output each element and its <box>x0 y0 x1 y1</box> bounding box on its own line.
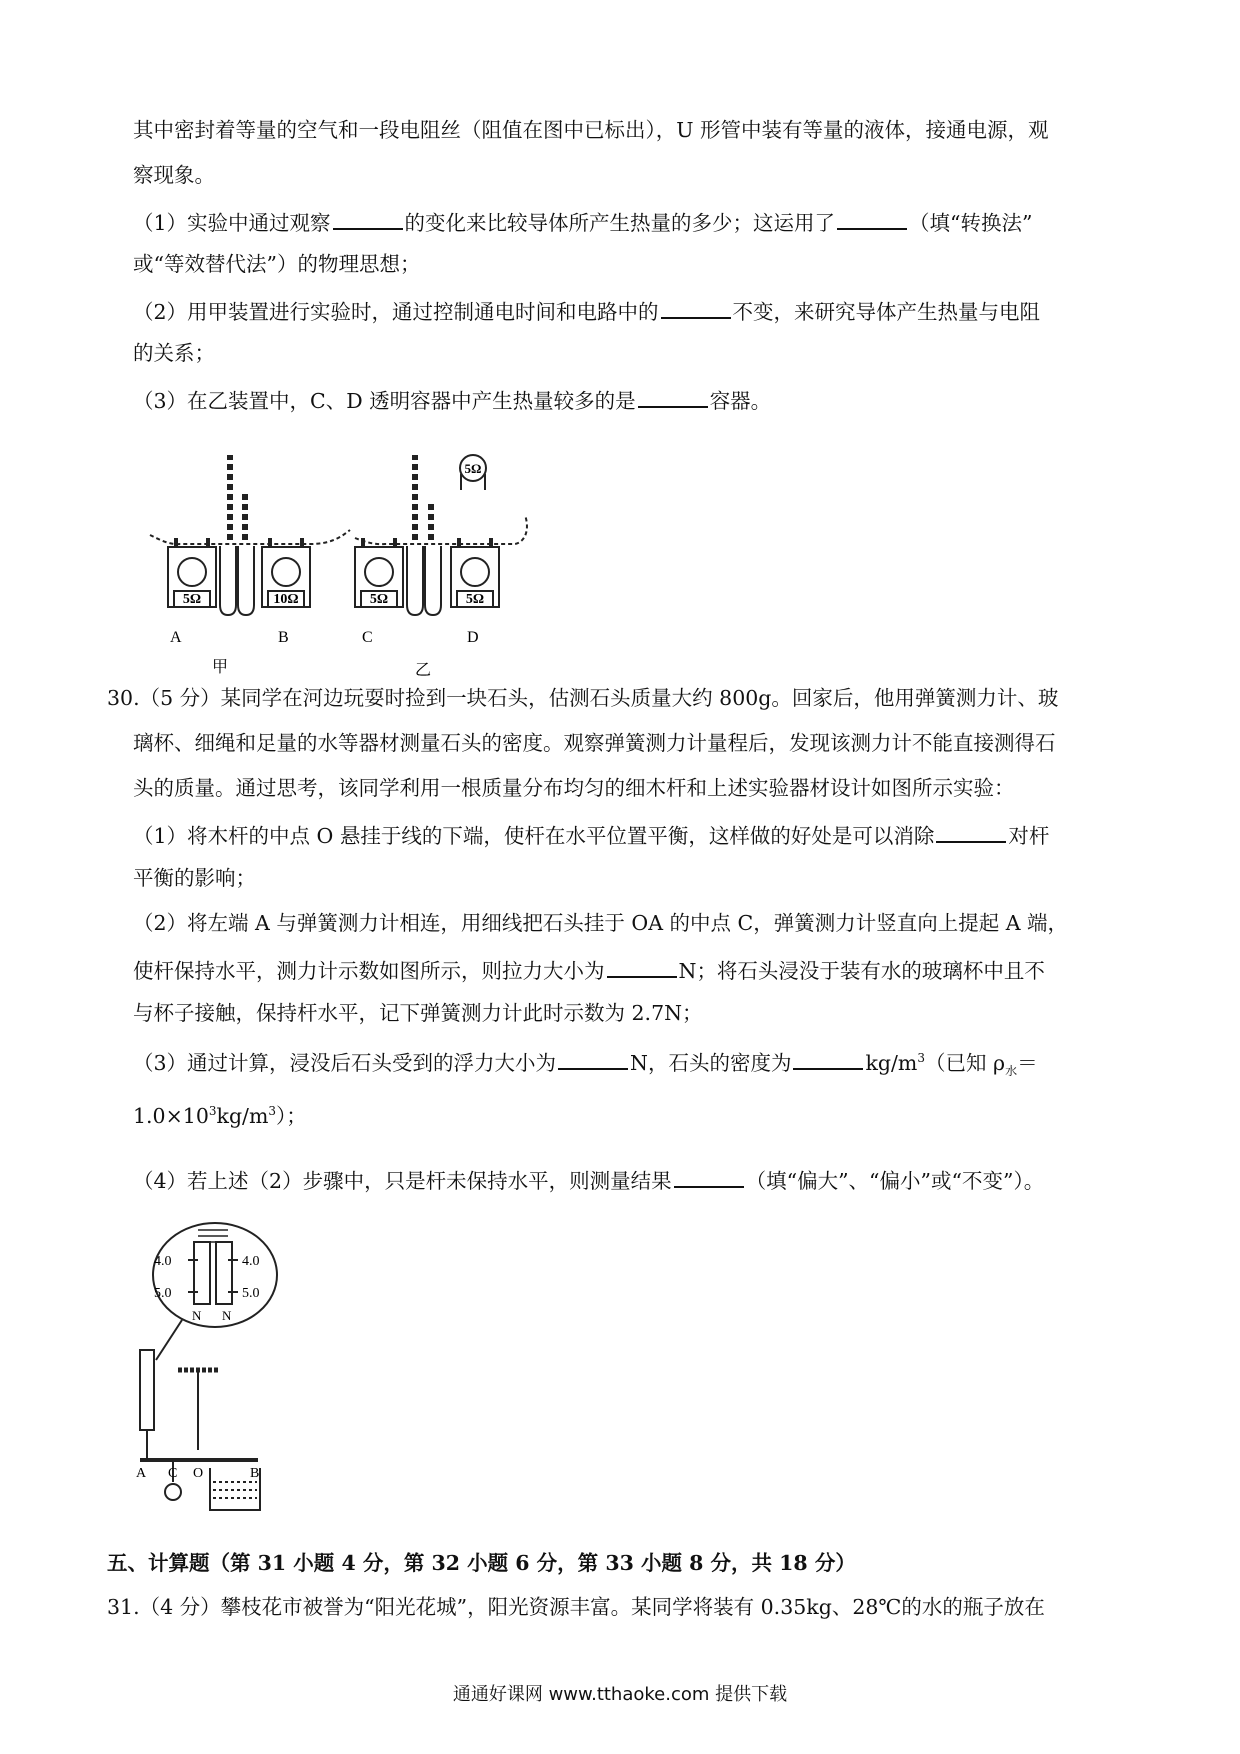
page-footer: 通通好课网 www.tthaoke.com 提供下载 <box>452 1684 788 1705</box>
q30-part2b <box>133 958 1045 982</box>
q30-p2-text-d: 与杯子接触，保持杆水平，记下弹簧测力计此时示数为 2.7N； <box>133 1001 703 1025</box>
q30-p4-text-b: （填“偏大”、“偏小”或“不变”）。 <box>745 1169 1045 1193</box>
q30-p2-text-c: N；将石头浸没于装有水的玻璃杯中且不 <box>678 959 1045 983</box>
answer-blank[interactable] <box>936 823 1006 843</box>
q30-part3 <box>133 1050 1038 1079</box>
answer-blank[interactable] <box>333 210 403 230</box>
q30-p3-sub: 水 <box>1005 1064 1018 1079</box>
resistor-label-a: 5Ω <box>182 592 202 607</box>
q30-p1-text-b: 对杆 <box>1008 824 1050 848</box>
q29-p1-text-b: 的变化来比较导体所产生热量的多少；这运用了 <box>404 211 836 235</box>
apparatus-jia <box>150 455 350 615</box>
answer-blank[interactable] <box>638 388 708 408</box>
q29-p2-text-b: 不变，来研究导体产生热量与电阻 <box>732 300 1041 324</box>
q30-p2-text-b: 使杆保持水平，测力计示数如图所示，则拉力大小为 <box>133 959 605 983</box>
q30-p3-text-b: N，石头的密度为 <box>630 1051 792 1075</box>
q30-p3-text-e: ＝ <box>1017 1051 1038 1075</box>
resistor-label-b: 10Ω <box>273 592 299 607</box>
external-resistor-label: 5Ω <box>464 461 482 476</box>
q29-p1-text-a: （1）实验中通过观察 <box>133 211 331 235</box>
answer-blank[interactable] <box>661 299 731 319</box>
section5-title: 五、计算题（第 31 小题 4 分，第 32 小题 6 分，第 33 小题 8 分，共 18 分） <box>107 1551 856 1575</box>
q31-line1: 31.（4 分）攀枝花市被誉为“阳光花城”，阳光资源丰富。某同学将装有 0.35kg、28℃的水的瓶子放在 <box>107 1595 1045 1619</box>
q30-p3-text-c: kg/m <box>865 1051 918 1075</box>
unit-right: N <box>222 1308 232 1323</box>
stone <box>165 1484 181 1500</box>
point-a-label: A <box>136 1466 147 1481</box>
q29-p2-text-a: （2）用甲装置进行实验时，通过控制通电时间和电路中的 <box>133 300 659 324</box>
q30-p1-text-c: 平衡的影响； <box>133 866 256 890</box>
q30-p3-f-sup: 3 <box>208 1104 217 1119</box>
lever-spring-scale-figure <box>136 1220 320 1515</box>
figure-caption-yi: 乙 <box>415 660 432 679</box>
answer-blank[interactable] <box>837 210 907 230</box>
container-label-b: B <box>278 629 289 646</box>
q30-line2: 璃杯、细绳和足量的水等器材测量石头的密度。观察弹簧测力计量程后，发现该测力计不能直接测得石 <box>133 731 1056 755</box>
q30-part3-cont <box>133 1106 307 1127</box>
q30-part4 <box>133 1168 1044 1192</box>
q29-p3-text-a: （3）在乙装置中，C、D 透明容器中产生热量较多的是 <box>133 389 636 413</box>
scale-label-bot-right: 5.0 <box>242 1286 260 1301</box>
scale-label-top-right: 4.0 <box>242 1254 260 1269</box>
q29-intro-line1: 其中密封着等量的空气和一段电阻丝（阻值在图中已标出），U 形管中装有等量的液体，接通电源，观 <box>133 118 1049 142</box>
q30-p3-text-a: （3）通过计算，浸没后石头受到的浮力大小为 <box>133 1051 557 1075</box>
apparatus-yi <box>355 455 527 615</box>
answer-blank[interactable] <box>558 1050 628 1070</box>
q30-p2-text-a: （2）将左端 A 与弹簧测力计相连，用细线把石头挂于 OA 的中点 C，弹簧测力计竖直向上提起 A 端， <box>133 911 1069 935</box>
q29-part3 <box>133 388 771 412</box>
resistor-label-c: 5Ω <box>369 592 389 607</box>
q30-p1-text-a: （1）将木杆的中点 O 悬挂于线的下端，使杆在水平位置平衡，这样做的好处是可以消除 <box>133 824 935 848</box>
q30-p3-text-h: ）； <box>276 1104 307 1128</box>
q29-part1 <box>133 210 1033 234</box>
q30-p3-text-f: 1.0×10 <box>133 1104 209 1128</box>
q30-p3-sup: 3 <box>917 1051 926 1066</box>
container-label-c: C <box>362 629 373 646</box>
q30-p4-text-a: （4）若上述（2）步骤中，只是杆未保持水平，则测量结果 <box>133 1169 672 1193</box>
point-o-label: O <box>193 1466 204 1481</box>
point-b-label: B <box>250 1466 260 1481</box>
q30-line1: 30.（5 分）某同学在河边玩耍时捡到一块石头，估测石头质量大约 800g。回家后，他用弹簧测力计、玻 <box>107 686 1059 710</box>
answer-blank[interactable] <box>607 958 677 978</box>
q30-p3-g-sup: 3 <box>268 1104 277 1119</box>
q29-p1-text-c: （填“转换法” <box>909 211 1033 235</box>
q29-p1-text-d: 或“等效替代法”）的物理思想； <box>133 252 421 276</box>
spring-scale <box>140 1350 154 1430</box>
answer-blank[interactable] <box>674 1168 744 1188</box>
joule-heating-apparatus-figure <box>150 460 570 685</box>
q29-part2 <box>133 299 1040 323</box>
answer-blank[interactable] <box>793 1050 863 1070</box>
q30-line3: 头的质量。通过思考，该同学利用一根质量分布均匀的细木杆和上述实验器材设计如图所示实验： <box>133 776 1015 800</box>
unit-left: N <box>192 1308 202 1323</box>
scale-label-bot-left: 5.0 <box>154 1286 172 1301</box>
q30-part1 <box>133 823 1049 847</box>
scale-label-top-left: 4.0 <box>154 1254 172 1269</box>
figure-caption-jia: 甲 <box>212 657 229 676</box>
container-label-a: A <box>170 629 182 646</box>
q30-p3-text-d: （已知 ρ <box>925 1051 1006 1075</box>
resistor-label-d: 5Ω <box>465 592 485 607</box>
q29-p2-text-c: 的关系； <box>133 341 215 365</box>
container-label-d: D <box>467 629 479 646</box>
q29-intro-line2: 察现象。 <box>133 163 215 187</box>
q30-p3-text-g: kg/m <box>216 1104 269 1128</box>
q29-p3-text-b: 容器。 <box>709 389 772 413</box>
point-c-label: C <box>168 1466 178 1481</box>
